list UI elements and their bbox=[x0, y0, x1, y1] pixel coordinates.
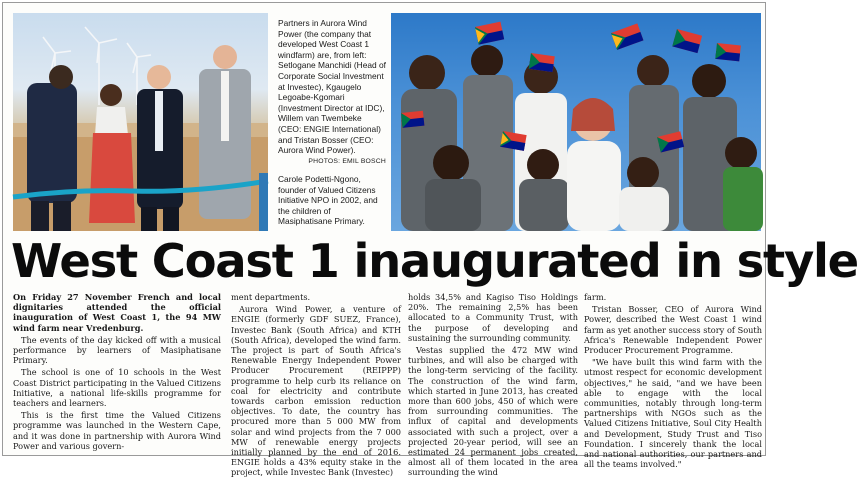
photo-credit: PHOTOS: EMIL BOSCH bbox=[308, 157, 386, 165]
article-column-4 bbox=[584, 292, 762, 471]
article-column-1 bbox=[13, 292, 221, 453]
article-quote: "We have built this wind farm with the utmost respect for economic development objectives," he said, "and we have been able to engage with the local communities, notably through long-term partnerships with NGOs such as the Valued Citizens Initiative, Soul City Health and Development, Study Trust and Tiso Foundation. I sincerely thank the local and national authorities, our partners and all the teams involved." bbox=[584, 357, 762, 470]
article-paragraph: Tristan Bosser, CEO of Aurora Wind Power, described the West Coast 1 wind farm as yet another success story of South Africa's Renewable Independent Power Producer Procurement Programme. bbox=[584, 304, 762, 356]
article-paragraph: ment departments. bbox=[231, 292, 311, 302]
article-paragraph: holds 34,5% and Kagiso Tiso Holdings 20%. The remaining 2,5% has been allocated to a Community Trust, with the purpose of developing and sustaining the surrounding community. bbox=[408, 292, 578, 343]
photo2-caption: Carole Podetti-Ngono, founder of Valued Citizens Initiative NPO in 2002, and the children of Masiphatisane Primary. bbox=[278, 174, 378, 227]
ribbon-cutting-photo bbox=[13, 13, 268, 231]
children-with-flags-photo bbox=[391, 13, 761, 231]
newspaper-clipping bbox=[2, 2, 858, 478]
article-lead: On Friday 27 November French and local dignitaries attended the official inauguration of West Coast 1, the 94 MW wind farm near Vredenburg. bbox=[13, 292, 221, 333]
headline: West Coast 1 inaugurated in style bbox=[11, 234, 858, 288]
photo1-caption bbox=[278, 18, 386, 167]
article-paragraph: farm. bbox=[584, 292, 607, 302]
article-column-2 bbox=[231, 292, 401, 480]
article-column-3 bbox=[408, 292, 578, 480]
article-paragraph: Aurora Wind Power, a venture of ENGIE (formerly GDF SUEZ, France), Investec Bank (South Africa) and KTH (South Africa), developed the wind farm. The project is part of South Africa's Renewable Energy Independent Power Producer Procurement (REIPPP) programme to help curb its reliance on coal for electricity and contribute towards carbon emission reduction objectives. To date, the country has procured more than 5 000 MW from solar and wind projects from the 7 000 MW of renewable energy projects initially planned by the end of 2016. ENGIE holds a 43% equity stake in the project, while Investec Bank (Investec) bbox=[231, 304, 401, 478]
article-paragraph: The school is one of 10 schools in the West Coast District participating in the Valued Citizens Initiative, a national life-skills programme for teachers and learners. bbox=[13, 367, 221, 409]
article-paragraph: This is the first time the Valued Citizens programme was launched in the Western Cape, and it was done in partnership with Aurora Wind Power and various govern- bbox=[13, 410, 221, 451]
article-paragraph: The events of the day kicked off with a musical performance by learners of Masiphatisane Primary. bbox=[13, 334, 221, 366]
photo1-caption-text: Partners in Aurora Wind Power (the company that developed West Coast 1 windfarm) are, from left: Setlogane Manchidi (Head of Corporate Social Investment at Investec), Kgaugelo Legoabe-Kgomari (Investment Director at IDC), Willem van Twembeke (CEO: ENGIE International) and Tristan Bosser (CEO: Aurora Wind Power). bbox=[278, 18, 387, 156]
article-paragraph: Vestas supplied the 472 MW wind turbines, and will also be charged with the long-term servicing of the facility. The construction of the wind farm, which started in June 2013, has created more than 600 jobs, 450 of which were from surrounding communities. The influx of capital and developments associated with such a project, over a projected 20-year period, will see an estimated 24 permanent jobs created, almost all of them located in the area surrounding the wind bbox=[408, 345, 578, 478]
